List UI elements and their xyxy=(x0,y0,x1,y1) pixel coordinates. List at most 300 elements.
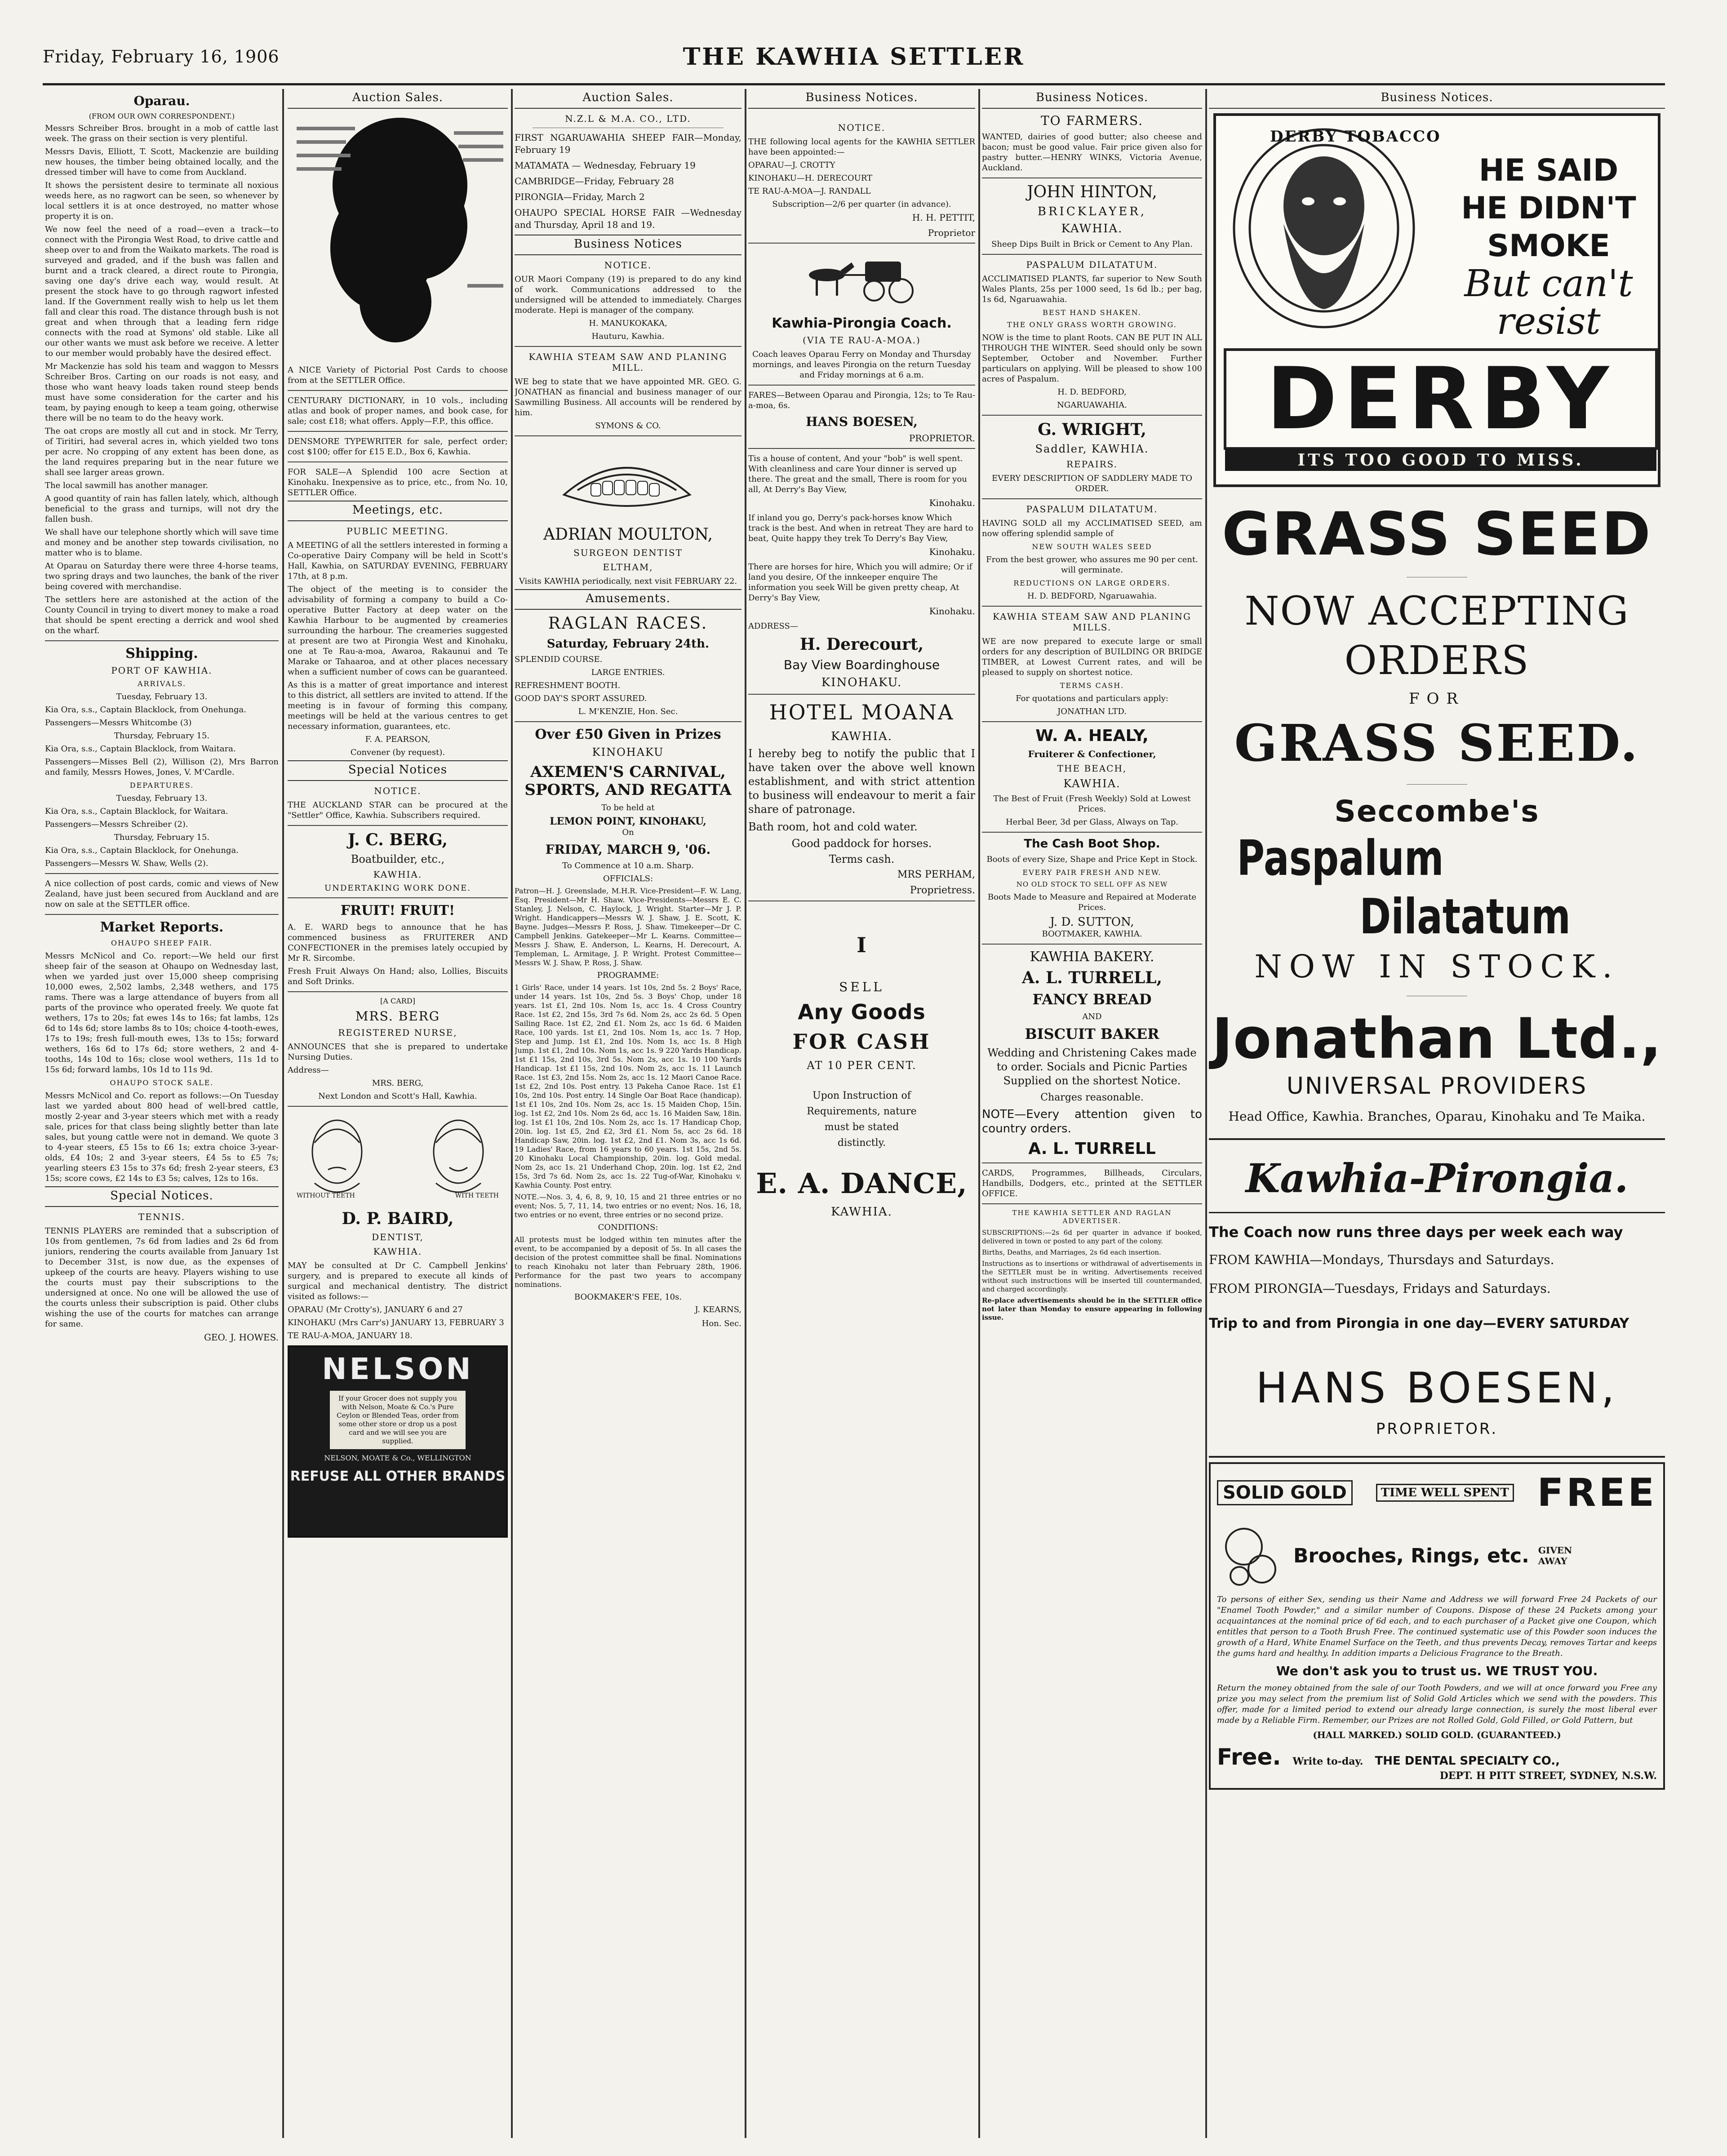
notice-heading: NOTICE. xyxy=(604,260,652,271)
bakery-and: AND xyxy=(1082,1012,1102,1021)
baird-town: KAWHIA. xyxy=(373,1246,422,1257)
sale-item: CAMBRIDGE—Friday, February 28 xyxy=(515,176,674,186)
divider xyxy=(45,914,279,915)
hinton-name: JOHN HINTON, xyxy=(1027,183,1157,201)
divider xyxy=(748,243,975,244)
settler-terms: Births, Deaths, and Marriages, 2s 6d each insertion. xyxy=(982,1248,1161,1256)
business-notices-heading: Business Notices. xyxy=(1209,89,1665,109)
meeting-paragraph: As this is a matter of great importance and interest to this district, all settlers are invited to attend. If the meeting is in favour of forming this company, meetings will be held at the various centres to get necessary information, guarantees, etc. xyxy=(288,680,508,731)
sale-item: PIRONGIA—Friday, March 2 xyxy=(515,191,645,202)
article-paragraph: It shows the persistent desire to terminate all noxious weeds here, as no ragwort can be seen, so whenever by local settlers it is at once destroyed, no matter whose property it is on. xyxy=(45,181,279,221)
paspalum-line: THE ONLY GRASS WORTH GROWING. xyxy=(1007,320,1177,329)
derby-brand: DERBY xyxy=(1266,349,1615,448)
given-label: GIVEN AWAY xyxy=(1538,1545,1572,1566)
sutton-trade: BOOTMAKER, KAWHIA. xyxy=(1042,929,1142,939)
column-1 xyxy=(45,89,279,2138)
dental-offer: To persons of either Sex, sending us their Name and Address we will forward Free 24 Packets of our "Enamel Tooth Powder," and a similar number of Coupons. Dispose of these 24 Packets among your acquaintances at the nominal price of 6d each, and to each purchaser of a Packet give one Coupon, which entitles that person to a Tooth Brush Free. The continued systematic use of this Powder soon induces the growth of a Hard, White Enamel Surface on the Teeth, and thus prevents Decay, removes Tartar and keeps the gums hard and healthy. In addition imparts a Delicious Fragrance to the Breath. xyxy=(1217,1595,1657,1658)
agent-line: OPARAU—J. CROTTY xyxy=(748,160,835,170)
berg-town: KAWHIA. xyxy=(373,869,422,880)
from-pirongia: FROM PIRONGIA—Tuesdays, Fridays and Saturdays. xyxy=(1209,1281,1551,1296)
divider xyxy=(982,832,1202,833)
steam-mill-notice: WE beg to state that we have appointed MR. GEO. G. JONATHAN as financial and business manager of our Sawmilling Business. All accounts will be rendered by him. xyxy=(515,377,741,417)
divider xyxy=(982,177,1202,178)
stock-sale-report: Messrs McNicol and Co. report as follows:—On Tuesday last we yarded about 800 head of well-bred cattle, mostly 2-year and 3-year steers which met with a ready sale, prices for that class being slightly better than late sales, but young cattle were not in demand. We quote 3 to 4-year steers, £5 15s to £6 1s; extra choice 3-year-olds, £4 10s; 2 and 3-year steers, £4 5s to £5 7s; yearling steers £3 15s to 37s 6d; fresh 2-year steers, £3 15s; score cows, £2 14s to £3 5s; calves, 12s to 16s. xyxy=(45,1091,279,1183)
printing-ad: CARDS, Programmes, Billheads, Circulars, Handbills, Dodgers, etc., printed at the SETTLER OFFICE. xyxy=(982,1168,1202,1198)
signature: H. H. PETTIT, xyxy=(912,212,975,223)
nelson-address: NELSON, MOATE & Co., WELLINGTON xyxy=(324,1454,471,1462)
header-rule xyxy=(43,83,1665,85)
healy-line: THE BEACH, xyxy=(1057,763,1127,774)
raglan-races: RAGLAN RACES. xyxy=(548,614,708,633)
paspalum-line: NEW SOUTH WALES SEED xyxy=(1032,542,1152,551)
masthead xyxy=(43,43,1665,86)
poem-place: Kinohaku. xyxy=(929,546,975,557)
business-notices-heading: Business Notices xyxy=(515,235,741,255)
derby-tagline: ITS TOO GOOD TO MISS. xyxy=(1297,451,1584,470)
conditions-text: All protests must be lodged within ten minutes after the event, to be accompanied by a deposit of 5s. In all cases the decision of the protest committee shall be final. Nominations to reach Kinohaku not later than February 28th, 1906. Performance for the past two years to accompany nominations. xyxy=(515,1235,741,1289)
programme-heading: PROGRAMME: xyxy=(597,971,659,980)
time-label: TIME WELL SPENT xyxy=(1376,1484,1514,1502)
sell: SELL xyxy=(839,980,884,994)
sale-item: FIRST NGARUAWAHIA SHEEP FAIR—Monday, February 19 xyxy=(515,132,741,155)
hotel-line: Good paddock for horses. xyxy=(791,837,932,850)
write-today: Write to-day. xyxy=(1292,1756,1363,1767)
paspalum-line: From the best grower, who assures me 90 per cent. will germinate. xyxy=(986,555,1198,575)
moulton-name: ADRIAN MOULTON, xyxy=(543,525,713,544)
signature: Proprietor xyxy=(928,227,975,238)
tennis-signature: GEO. J. HOWES. xyxy=(204,1332,279,1343)
for-label: FOR xyxy=(1408,690,1465,708)
divider xyxy=(982,254,1202,255)
healy-trade: Fruiterer & Confectioner, xyxy=(1028,749,1156,759)
healy-line: KAWHIA. xyxy=(1063,777,1121,790)
divider xyxy=(982,1203,1202,1204)
divider xyxy=(1209,1212,1665,1213)
brooches-label: Brooches, Rings, etc. xyxy=(1293,1544,1529,1567)
column-5 xyxy=(982,89,1202,2138)
baird-visit: TE RAU-A-MOA, JANUARY 18. xyxy=(288,1331,413,1340)
paspalum-heading: PASPALUM DILATATUM. xyxy=(1026,259,1158,270)
turrell-name: A. L. TURRELL, xyxy=(1022,968,1162,987)
paspalum-heading: Paspalum xyxy=(1237,830,1444,887)
sell-line: must be stated xyxy=(824,1122,899,1133)
agent-line: KINOHAKU—H. DERECOURT xyxy=(748,173,873,183)
article-paragraph: The local sawmill has another manager. xyxy=(45,481,209,490)
column-2 xyxy=(288,89,508,2138)
shipping-line: Passengers—Messrs Whitcombe (3) xyxy=(45,718,192,728)
sale-item: MATAMATA — Wednesday, February 19 xyxy=(515,160,696,171)
tennis-notice: TENNIS PLAYERS are reminded that a subscription of 10s from gentlemen, 7s 6d from ladies and 2s 6d from juniors, rendering the courts available from January 1st to December 31st, is now due, as the expenses of upkeep of the courts are heavy. Players wishing to use the courts must pay their subscriptions to the undersigned at once. No one will be allowed the use of the courts unless their subscription is paid. Other clubs wishing the use of the courts for matches can arrange for same. xyxy=(45,1226,279,1329)
moulton-visits: Visits KAWHIA periodically, next visit FEBRUARY 22. xyxy=(519,577,737,586)
divider xyxy=(45,873,279,874)
race-line: REFRESHMENT BOOTH. xyxy=(515,681,621,690)
wright-name: G. WRIGHT, xyxy=(1038,420,1146,439)
article-paragraph: A good quantity of rain has fallen lately, which, although beneficial to the grass and turnips, will not dry the fallen bush. xyxy=(45,494,279,524)
poem-verse: If inland you go, Derry's pack-horses know Which track is the best. And when in retreat They are hard to beat, Quite happy they trek To Derry's Bay View, xyxy=(748,513,973,543)
divider xyxy=(1209,1456,1665,1458)
coach-illustration xyxy=(748,248,975,311)
postcards-ad: A NICE Variety of Pictorial Post Cards to choose from at the SETTLER Office. xyxy=(288,365,508,385)
jonathan-heading: Jonathan Ltd., xyxy=(1212,1007,1662,1071)
sale-item: OHAUPO SPECIAL HORSE FAIR —Wednesday and Thursday, April 18 and 19. xyxy=(515,207,741,230)
coach-schedule: Coach leaves Oparau Ferry on Monday and Thursday mornings, and leaves Pirongia on the return Tuesday and Friday mornings at 6 a.m. xyxy=(752,350,971,380)
sheep-fair-report: Messrs McNicol and Co. report:—We held our first sheep fair of the season at Ohaupo on Wednesday last, when we yarded just over 15,000 sheep comprising 10,000 ewes, 2,502 lambs, 2,348 wethers, and 175 rams. There was a large attendance of buyers from all parts of the province who operated freely. We quote fat wethers, 17s to 20s; fat ewes 14s to 16s; fat lambs, 12s 6d to 14s 6d; store lambs 8s to 10s; choice 4-tooth-ewes, 17s to 19s; fresh full-mouth ewes, 13s to 15s; forward wethers, 16s 6d to 17s 6d; store wethers, 2 and 4-tooths, 14s 10d to 16s; close wool wethers, 11s 1d to 15s 6d; forward lambs, 10s 1d to 11s 9d. xyxy=(45,951,279,1074)
kinohaku: KINOHAKU. xyxy=(821,676,902,689)
divider xyxy=(1209,1138,1665,1140)
mills-heading: KAWHIA STEAM SAW AND PLANING MILLS. xyxy=(992,611,1192,633)
free-label: FREE xyxy=(1537,1470,1657,1515)
for-sale-ad: FOR SALE—A Splendid 100 acre Section at Kinohaku. Inexpensive as to price, etc., from No. 10, SETTLER Office. xyxy=(288,467,508,497)
settler-terms: Re-place advertisements should be in the SETTLER office not later than Monday to ensure appearing in following issue. xyxy=(982,1296,1202,1322)
ink-blot-area xyxy=(288,113,508,365)
signature: Proprietress. xyxy=(910,885,975,896)
faces-illustration xyxy=(288,1111,508,1206)
shipping-line: Thursday, February 15. xyxy=(114,731,210,741)
maori-company-notice: OUR Maori Company (19) is prepared to do any kind of work. Communications addressed to the undersigned will be attended to immediately. Charges moderate. Hepi is manager of the company. xyxy=(515,275,741,315)
derby-slogan xyxy=(1450,152,1647,341)
dental-ad-top xyxy=(1217,1470,1657,1515)
paspalum-line: BEST HAND SHAKEN. xyxy=(1043,308,1141,317)
berg-name: J. C. BERG, xyxy=(347,830,448,849)
proprietor: PROPRIETOR. xyxy=(1376,1420,1498,1438)
carnival-venue: LEMON POINT, KINOHAKU, xyxy=(550,816,706,827)
signature: L. M'KENZIE, Hon. Sec. xyxy=(578,707,678,716)
shipping-line: Passengers—Messrs W. Shaw, Wells (2). xyxy=(45,859,209,868)
settler-terms: Instructions as to insertions or withdrawal of advertisements in the SETTLER must be in writing. Advertisements received without such instructions will be inserted till countermanded, and charged accordingly. xyxy=(982,1260,1202,1293)
column-rule xyxy=(511,89,513,2138)
oparau-heading: Oparau. xyxy=(133,93,190,108)
address-name: MRS. BERG, xyxy=(372,1078,424,1088)
bakery-note: NOTE—Every attention given to country orders. xyxy=(982,1108,1202,1136)
divider xyxy=(982,721,1202,722)
notice-heading: NOTICE. xyxy=(838,122,886,133)
public-meeting-heading: PUBLIC MEETING. xyxy=(346,526,449,537)
biscuit-baker: BISCUIT BAKER xyxy=(1025,1025,1159,1043)
paspalum-line: REDUCTIONS ON LARGE ORDERS. xyxy=(1013,579,1171,587)
special-notices-heading: Special Notices. xyxy=(45,1186,279,1207)
departures-heading: DEPARTURES. xyxy=(129,781,194,790)
signature: Hauturu, Kawhia. xyxy=(591,332,665,341)
sell-i: I xyxy=(857,933,867,957)
ink-blot xyxy=(288,113,508,365)
coach-heading: Kawhia-Pirongia Coach. xyxy=(772,315,952,331)
settler-heading: THE KAWHIA SETTLER AND RAGLAN ADVERTISER. xyxy=(1012,1209,1172,1225)
nelson-tea-ad xyxy=(288,1345,508,1538)
carnival-heading: AXEMEN'S CARNIVAL, SPORTS, AND REGATTA xyxy=(524,763,732,799)
divider xyxy=(748,385,975,386)
shipping-heading: Shipping. xyxy=(125,646,198,661)
dental-ad xyxy=(1209,1462,1665,1790)
divider xyxy=(288,431,508,432)
column-4 xyxy=(748,89,975,2138)
auction-sales-heading: Auction Sales. xyxy=(515,89,741,109)
address-place: Next London and Scott's Hall, Kawhia. xyxy=(318,1091,477,1101)
officials-list: Patron—H. J. Greenslade, M.H.R. Vice-President—F. W. Lang, Esq. President—Mr H. Shaw. Vice-Presidents—Messrs E. C. Stanley, J. Nelson, C. Haylock, J. Wright. Starter—Mr J. P. Wright. Handicappers—Messrs W. J. Shaw, J. E. Scott, K. Bayne. Judges—Messrs P. Ross, J. Shaw. Timekeeper—Dr C. Campbell Jenkins. Gatekeeper—Mr L. Kearns. Committee—Messrs J. Shaw, E. Anderson, L. Kearns, H. Derecourt, A. Templeman, L. Armitage, J. P. Wright. Protest Committee—Messrs W. J. Shaw, P. Ross, J. Shaw. xyxy=(515,887,741,967)
poem-verse: Tis a house of content, And your "bob" is well spent. With cleanliness and care Your dinner is served up there. The great and the small, There is room for you all, At Derry's Bay View, xyxy=(748,454,967,494)
hinton-town: KAWHIA. xyxy=(1061,222,1123,235)
article-paragraph: Messrs Schreiber Bros. brought in a mob of cattle last week. The grass on their section is very plentiful. xyxy=(45,124,279,143)
column-6 xyxy=(1209,89,1665,2138)
carnival-line: To be held at xyxy=(601,803,655,812)
dental-return: Return the money obtained from the sale of our Tooth Powders, and we will at once forward you Free any prize you may select from the premium list of Solid Gold Articles which we send with the powders. This offer, made for a limited period to extend our already large connection, is surely the most liberal ever made by a Reliable Firm. Remember, our Prizes are not Rolled Gold, Gold Filled, or Gold Pattern, but xyxy=(1217,1683,1657,1725)
carnival-date: FRIDAY, MARCH 9, '06. xyxy=(545,842,711,857)
horse-coach-icon xyxy=(748,248,975,311)
berg-trade: Boatbuilder, etc., xyxy=(351,853,445,865)
steam-mill-heading: KAWHIA STEAM SAW AND PLANING MILL. xyxy=(528,351,728,373)
fruit-notice: A. E. WARD begs to announce that he has commenced business as FRUITERER AND CONFECTIONER in the premises lately occupied by Mr R. Sircombe. xyxy=(288,923,508,963)
divider xyxy=(288,825,508,826)
programme-list: 1 Girls' Race, under 14 years. 1st 10s, 2nd 5s. 2 Boys' Race, under 14 years. 1st 10s, 2nd 5s. 3 Boys' Chop, under 18 years. 1st £1, 2nd 10s. Nom 1s, acc 1s. 4 Cross Country Race. 1st £2, 2nd 15s, 3rd 7s 6d. Nom 2s, acc 2s 6d. 5 Open Sailing Race. 1st £2, 2nd £1. Nom 2s, acc 1s 6d. 6 Maiden Race, 100 yards. 1st £1, 2nd 10s. Nom 1s, acc 1s. 7 Hop, Step and Jump. 1st £1, 2nd 10s. Nom 1s, acc 1s. 8 High Jump. 1st £1, 2nd 10s. Nom 1s, acc 1s. 9 220 Yards Handicap. 1st £1 15s, 2nd 10s, 3rd 5s. Nom 2s, acc 1s. 10 100 Yards Handicap. 1st £1 15s, 2nd 10s. Nom 2s, acc 1s. 11 Launch Race. 1st £3, 2nd 15s. Nom 2s, acc 1s. 12 Maori Canoe Race. 1st £2, 2nd 10s. Post entry. 13 Pakeha Canoe Race. 1st £1 10s, 2nd 10s. Post entry. 14 Single Oar Boat Race (handicap). 1st £1 10s, 2nd 10s. Nom 2s, acc 1s. 15 Maiden Chop, 15in. log. 1st £2, 2nd 10s. Nom 2s 6d, acc 1s. 16 Maiden Saw, 18in. log. 1st £1 10s, 2nd 10s. Nom 2s, acc 1s. 17 Handicap Chop, 20in. log. 1st £5, 2nd £2, 3rd £1. Nom 5s, acc 2s 6d. 18 Handicap Saw, 20in. log. 1st £2, 2nd £1. Nom 3s, acc 1s 6d. 19 Ladies' Race, from 16 years to 60 years. 1st 15s, 2nd 5s. 20 Kinohaku Local Championship, 20in. log. Gold medal. Nom 2s, acc 1s. 21 Underhand Chop, 20in. log. 1st £2, 2nd 15s, 3rd 7s 6d. Nom 2s, acc 1s. 22 Tug-of-War, Kinohaku v. Kawhia County. Post entry. xyxy=(515,983,741,1189)
typewriter-ad: DENSMORE TYPEWRITER for sale, perfect order; cost $100; offer for £15 E.D., Box 6, Kawhia. xyxy=(288,437,508,457)
meeting-paragraph: The object of the meeting is to consider the advisability of forming a company to build a Co-operative Butter Factory at deep water on the Kawhia Harbour to be augmented by creameries surrounding the harbour. The creameries suggested at present are two at Pirongia West and Kinohaku, one at Te Rau-a-moa, Awaroa, Rakaunui and Te Marake or Tahaaroa, and at other places necessary when a sufficient number of cows can be guaranteed. xyxy=(288,585,508,677)
baird-notice: MAY be consulted at Dr C. Campbell Jenkins' surgery, and is prepared to execute all kinds of surgical and mechanical dentistry. The district visited as follows:— xyxy=(288,1261,508,1301)
derby-slogan-line: resist xyxy=(1496,300,1601,343)
business-notices-heading: Business Notices. xyxy=(748,89,975,109)
divider xyxy=(515,721,741,722)
divider xyxy=(288,461,508,462)
prizes-heading: Over £50 Given in Prizes xyxy=(535,727,721,742)
boesen-name: HANS BOESEN, xyxy=(806,414,918,429)
article-paragraph: We now feel the need of a road—even a track—to connect with the Pirongia West Road, to drive cattle and sheep over to and from the Waikato markets. The road is surveyed and graded, and if the bush was fallen and burnt and a track cleared, a direct route to Pirongia, saving one day's drive each way, would result. At present the stock have to go through ragwort infested land. If the Government really wish to help us let them fall and clear this road. The distance through bush is not great and when through that a leading fern ridge connects with the road at Symons' old stable. Like all our other wants we must ask before we receive. A letter to our member would probably have the desired effect. xyxy=(45,225,279,358)
article-paragraph: At Oparau on Saturday there were three 4-horse teams, two spring drays and two launches, the bank of the river being covered with merchandise. xyxy=(45,561,279,591)
tennis-heading: TENNIS. xyxy=(138,1211,186,1222)
notice-heading: NOTICE. xyxy=(374,785,422,796)
farmers-notice: WANTED, dairies of good butter; also cheese and bacon; must be good value. Fair price given also for pastry butter.—HENRY WINKS, Victoria Avenue, Auckland. xyxy=(982,132,1202,173)
coach-via: (VIA TE RAU-A-MOA.) xyxy=(803,335,921,346)
nzl-company: N.Z.L & M.A. CO., LTD. xyxy=(565,113,691,124)
newspaper-title: THE KAWHIA SETTLER xyxy=(683,43,1025,71)
shipping-line: Kia Ora, s.s., Captain Blacklock, for Onehunga. xyxy=(45,846,239,855)
trip-line: Trip to and from Pirongia in one day—EVERY SATURDAY xyxy=(1209,1316,1629,1331)
mills-notice: WE are now prepared to execute large or small orders for any description of BUILDING OR BRIDGE TIMBER, at Lowest Current rates, and will be pleased to supply on shortest notice. xyxy=(982,637,1202,677)
signature: JONATHAN LTD. xyxy=(1057,707,1127,716)
divider xyxy=(982,606,1202,607)
boot-line: Boots Made to Measure and Repaired at Moderate Prices. xyxy=(987,892,1197,912)
divider xyxy=(515,435,741,436)
derecourt-name: H. Derecourt, xyxy=(799,635,924,654)
raglan-date: Saturday, February 24th. xyxy=(546,637,710,651)
nelson-text: If your Grocer does not supply you with Nelson, Moate & Co.'s Pure Ceylon or Blended Teas, order from some other store or drop us a post card and we will see you are supplied. xyxy=(330,1391,466,1449)
subscription: Subscription—2/6 per quarter (in advance). xyxy=(772,200,951,209)
accepting-orders: NOW ACCEPTING ORDERS xyxy=(1244,588,1629,683)
kawhia-pirongia-heading: Kawhia-Pirongia. xyxy=(1245,1155,1629,1202)
sell-line: distinctly. xyxy=(837,1137,886,1149)
dentures-icon xyxy=(515,441,741,522)
dance-town: KAWHIA. xyxy=(831,1205,892,1219)
hotel-bath: Bath room, hot and cold water. xyxy=(748,821,918,833)
baird-title: DENTIST, xyxy=(372,1232,424,1242)
divider xyxy=(45,640,279,641)
without-teeth-label: WITHOUT TEETH xyxy=(297,1192,355,1199)
byline: (FROM OUR OWN CORRESPONDENT.) xyxy=(89,112,235,120)
divider xyxy=(515,346,741,347)
repairs: REPAIRS. xyxy=(1066,459,1118,470)
from-kawhia: FROM KAWHIA—Mondays, Thursdays and Saturdays. xyxy=(1209,1252,1554,1267)
auckland-star-notice: THE AUCKLAND STAR can be procured at the "Settler" Office, Kawhia. Subscribers required. xyxy=(288,800,508,820)
with-teeth-label: WITH TEETH xyxy=(455,1192,499,1199)
postcards-notice: A nice collection of post cards, comic and views of New Zealand, have just been secured from Auckland and are now on sale at the SETTLER office. xyxy=(45,879,279,909)
paspalum-notice: HAVING SOLD all my ACCLIMATISED SEED, am now offering splendid sample of xyxy=(982,519,1202,538)
shipping-line: Tuesday, February 13. xyxy=(116,692,208,701)
paspalum-heading: PASPALUM DILATATUM. xyxy=(1026,504,1158,515)
kinohaku-heading: KINOHAKU xyxy=(592,746,664,759)
article-paragraph: We shall have our telephone shortly which will save time and money and be another step towards civilisation, no matter who is to blame. xyxy=(45,528,279,558)
signature: Hon. Sec. xyxy=(701,1319,741,1328)
dance-name: E. A. DANCE, xyxy=(756,1167,968,1200)
divider xyxy=(748,694,975,695)
nurse-title: REGISTERED NURSE, xyxy=(338,1027,457,1038)
divider xyxy=(982,1162,1202,1163)
dental-address: DEPT. H PITT STREET, SYDNEY, N.S.W. xyxy=(1439,1770,1657,1782)
derby-tobacco-label: DERBY TOBACCO xyxy=(1270,128,1441,146)
baird-visit: OPARAU (Mr Crotty's), JANUARY 6 and 27 xyxy=(288,1305,463,1314)
column-rule xyxy=(282,89,284,2138)
shipping-line: Kia Ora, s.s., Captain Blacklock, from Waitara. xyxy=(45,744,236,754)
market-heading: Market Reports. xyxy=(100,919,224,935)
hotel-line: Terms cash. xyxy=(829,853,895,865)
agents-notice: THE following local agents for the KAWHIA SETTLER have been appointed:— xyxy=(748,137,975,157)
divider xyxy=(748,448,975,449)
derby-tobacco-ad xyxy=(1213,113,1660,487)
divider xyxy=(288,991,508,992)
boesen-title: PROPRIETOR. xyxy=(909,433,975,444)
signature: J. KEARNS, xyxy=(695,1305,741,1314)
bookmaker-fee: BOOKMAKER'S FEE, 10s. xyxy=(574,1292,682,1302)
divider xyxy=(1407,784,1467,785)
divider xyxy=(288,1106,508,1107)
hotel-moana: HOTEL MOANA xyxy=(769,700,955,724)
sheep-fair-heading: OHAUPO SHEEP FAIR. xyxy=(111,939,213,947)
divider xyxy=(288,390,508,391)
shipping-line: Passengers—Messrs Schreiber (2). xyxy=(45,820,188,829)
derby-slogan-line: SMOKE xyxy=(1487,228,1610,264)
boot-line: NO OLD STOCK TO SELL OFF AS NEW xyxy=(1016,880,1168,888)
bakery-heading: KAWHIA BAKERY. xyxy=(1030,949,1154,965)
divider xyxy=(982,944,1202,945)
solid-gold-label: SOLID GOLD xyxy=(1217,1480,1353,1505)
carnival-line: On xyxy=(622,828,634,837)
dentures-illustration xyxy=(515,441,741,522)
bayview: Bay View Boardinghouse xyxy=(783,657,940,672)
column-rule xyxy=(745,89,746,2138)
dictionary-ad: CENTURARY DICTIONARY, in 10 vols., including atlas and book of proper names, and book case, for sale; cost £18; what offers. Apply—F.P., this office. xyxy=(288,396,508,426)
moulton-title: SURGEON DENTIST xyxy=(573,547,683,558)
bakery-text: Wedding and Christening Cakes made to order. Socials and Picnic Parties Supplied on the shortest Notice. xyxy=(987,1047,1197,1087)
race-line: SPLENDID COURSE. xyxy=(515,655,603,664)
signature: MRS PERHAM, xyxy=(897,869,975,880)
dental-company: THE DENTAL SPECIALTY CO., xyxy=(1375,1754,1560,1768)
mills-line: For quotations and particulars apply: xyxy=(1016,694,1168,703)
conditions-heading: CONDITIONS: xyxy=(598,1223,658,1232)
any-goods: Any Goods xyxy=(798,1000,926,1024)
dental-footer xyxy=(1217,1744,1657,1770)
divider xyxy=(982,415,1202,416)
fancy-bread: FANCY BREAD xyxy=(1032,991,1152,1008)
boot-line: Boots of every Size, Shape and Price Kept in Stock. xyxy=(986,855,1198,864)
farmers-heading: TO FARMERS. xyxy=(1040,113,1144,128)
grass-seed-heading: GRASS SEED. xyxy=(1234,714,1640,773)
race-line: GOOD DAY'S SPORT ASSURED. xyxy=(515,694,647,703)
port-heading: PORT OF KAWHIA. xyxy=(111,665,213,676)
article-paragraph: Mr Mackenzie has sold his team and waggon to Messrs Schreiber Bros. Carting on our roads is not easy, and those who want heavy loads taken round steep bends must have some consideration for the carter and his team, by paying enough to keep a team going, otherwise there will be no team to do the heavy work. xyxy=(45,362,279,423)
divider xyxy=(288,897,508,898)
officials-heading: OFFICIALS: xyxy=(603,874,653,883)
column-3 xyxy=(515,89,741,2138)
seccombe-heading: Seccombe's xyxy=(1334,794,1540,829)
address-label: ADDRESS— xyxy=(748,621,798,631)
signature: H. MANUKOKAKA, xyxy=(589,319,667,328)
agent-line: TE RAU-A-MOA—J. RANDALL xyxy=(748,186,871,196)
sutton-name: J. D. SUTTON, xyxy=(1050,915,1134,929)
for-cash: FOR CASH xyxy=(792,1029,931,1054)
card-label: [A CARD] xyxy=(380,997,415,1005)
dental-ad-sub xyxy=(1217,1520,1657,1592)
race-line: LARGE ENTRIES. xyxy=(591,668,665,677)
turrell-name: A. L. TURRELL xyxy=(1028,1140,1156,1158)
meetings-heading: Meetings, etc. xyxy=(288,501,508,521)
fruit-heading: FRUIT! FRUIT! xyxy=(340,903,455,918)
shipping-line: Tuesday, February 13. xyxy=(116,794,208,803)
hinton-trade: BRICKLAYER, xyxy=(1037,205,1147,218)
signature: H. D. BEDFORD, Ngaruawahia. xyxy=(1027,591,1157,601)
trust-line: We don't ask you to trust us. WE TRUST YOU. xyxy=(1276,1664,1598,1678)
shipping-line: Passengers—Misses Bell (2), Willison (2), Mrs Barron and family, Messrs Howes, Jones, V. M'Cardle. xyxy=(45,757,279,777)
bakery-line: Charges reasonable. xyxy=(1040,1092,1144,1103)
hotel-notice: I hereby beg to notify the public that I have taken over the above well known establishment, and with strict attention to business will endeavour to merit a fair share of patronage. xyxy=(748,747,975,816)
meeting-paragraph: A MEETING of all the settlers interested in forming a Co-operative Dairy Company will be held in Scott's Hall, Kawhia, on SATURDAY EVENING, FEBRUARY 17th, at 8 p.m. xyxy=(288,541,508,581)
mrs-berg: MRS. BERG xyxy=(355,1009,440,1024)
percent: AT 10 PER CENT. xyxy=(807,1059,917,1072)
derby-slogan-line: HE SAID xyxy=(1478,153,1619,188)
free-footer: Free. xyxy=(1217,1744,1281,1770)
solid-gold-line: (HALL MARKED.) SOLID GOLD. (GUARANTEED.) xyxy=(1313,1730,1561,1740)
jewellery-icon xyxy=(1217,1520,1284,1592)
amusements-heading: Amusements. xyxy=(515,589,741,610)
shipping-line: Kia Ora, s.s., Captain Blacklock, from Onehunga. xyxy=(45,705,246,714)
article-paragraph: The settlers here are astonished at the action of the County Council in trying to divert money to make a road that should be spent erecting a derrick and wool shed on the wharf. xyxy=(45,595,279,635)
article-paragraph: Messrs Davis, Elliott, T. Scott, Mackenzie are building new houses, the timber being obtained locally, and the dressed timber will have to come from Auckland. xyxy=(45,147,279,177)
paspalum-notice: ACCLIMATISED PLANTS, far superior to New South Wales Plants, 25s per 1000 seed, 1s 6d lb.; per bag, 1s 6d, Ngaruawahia. xyxy=(982,274,1202,304)
settler-terms: SUBSCRIPTIONS:—2s 6d per quarter in advance if booked, delivered in town or posted to any part of the colony. xyxy=(982,1229,1202,1245)
universal-providers: UNIVERSAL PROVIDERS xyxy=(1286,1073,1588,1100)
signature: SYMONS & CO. xyxy=(595,421,661,430)
wright-trade: Saddler, KAWHIA. xyxy=(1035,443,1149,455)
sell-line: Upon Instruction of xyxy=(812,1090,911,1101)
sell-line: Requirements, nature xyxy=(807,1106,917,1117)
address-label: Address— xyxy=(288,1065,329,1075)
issue-date: Friday, February 16, 1906 xyxy=(43,47,280,67)
boot-line: EVERY PAIR FRESH AND NEW. xyxy=(1022,868,1162,877)
healy-line: Herbal Beer, 3d per Glass, Always on Tap. xyxy=(1005,817,1179,827)
shipping-line: Kia Ora, s.s., Captain Blacklock, for Waitara. xyxy=(45,807,228,816)
nelson-brand: NELSON xyxy=(322,1352,474,1386)
paspalum-planting: NOW is the time to plant Roots. CAN BE PUT IN ALL THROUGH THE WINTER. Seed should only be sown September, October and November. Further particulars on applying. Will be pleased to show 100 acres of Paspalum. xyxy=(982,333,1202,384)
arrivals-heading: ARRIVALS. xyxy=(137,679,186,688)
divider xyxy=(982,498,1202,499)
signature: NGARUAWAHIA. xyxy=(1057,400,1127,410)
healy-line: The Best of Fruit (Fresh Weekly) Sold at Lowest Prices. xyxy=(993,794,1191,814)
column-rule xyxy=(978,89,980,2138)
baird-visit: KINOHAKU (Mrs Carr's) JANUARY 13, FEBRUARY 3 xyxy=(288,1318,504,1327)
auction-sales-heading: Auction Sales. xyxy=(288,89,508,109)
nurse-notice: ANNOUNCES that she is prepared to undertake Nursing Duties. xyxy=(288,1042,508,1062)
cash-boot-heading: The Cash Boot Shop. xyxy=(1024,837,1160,851)
now-in-stock: NOW IN STOCK. xyxy=(1254,948,1620,985)
derby-slogan-line: HE DIDN'T xyxy=(1461,191,1636,226)
coach-schedule: The Coach now runs three days per week each way xyxy=(1209,1224,1623,1241)
carnival-line: To Commence at 10 a.m. Sharp. xyxy=(562,861,694,870)
dilatatum-heading: Dilatatum xyxy=(1359,889,1571,945)
